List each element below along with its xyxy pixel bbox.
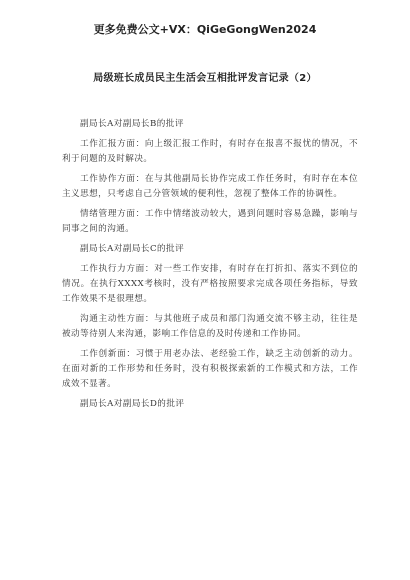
paragraph: 情绪管理方面：工作中情绪波动较大，遇到问题时容易急躁，影响与同事之间的沟通。 bbox=[62, 209, 358, 234]
promo-header: 更多免费公文+VX：QiGeGongWen2024 bbox=[93, 23, 317, 36]
paragraph: 工作汇报方面：向上级汇报工作时，有时存在报喜不报忧的情况，不利于问题的及时解决。 bbox=[62, 139, 358, 164]
document-body bbox=[62, 117, 358, 417]
document-title: 局级班长成员民主生活会互相批评发言记录（2） bbox=[93, 73, 317, 84]
section-heading: 副局长A对副局长C的批评 bbox=[80, 244, 185, 254]
paragraph: 工作执行力方面：对一些工作安排，有时存在打折扣、落实不到位的情况。在执行XXXX考核时，没有严格按照要求完成各项任务指标，导致工作效果不是很理想。 bbox=[62, 264, 358, 304]
section-heading: 副局长A对副局长D的批评 bbox=[80, 399, 185, 409]
paragraph: 工作创新面：习惯于用老办法、老经验工作，缺乏主动创新的动力。在面对新的工作形势和任务时，没有积极探索新的工作模式和方法，工作成效不显著。 bbox=[62, 349, 358, 389]
paragraph: 沟通主动性方面：与其他班子成员和部门沟通交流不够主动，往往是被动等待别人来沟通，影响工作信息的及时传递和工作协同。 bbox=[62, 314, 358, 339]
section-heading: 副局长A对副局长B的批评 bbox=[80, 119, 184, 129]
paragraph: 工作协作方面：在与其他副局长协作完成工作任务时，有时存在本位主义思想，只考虑自己分管领域的便利性，忽视了整体工作的协调性。 bbox=[62, 174, 358, 199]
